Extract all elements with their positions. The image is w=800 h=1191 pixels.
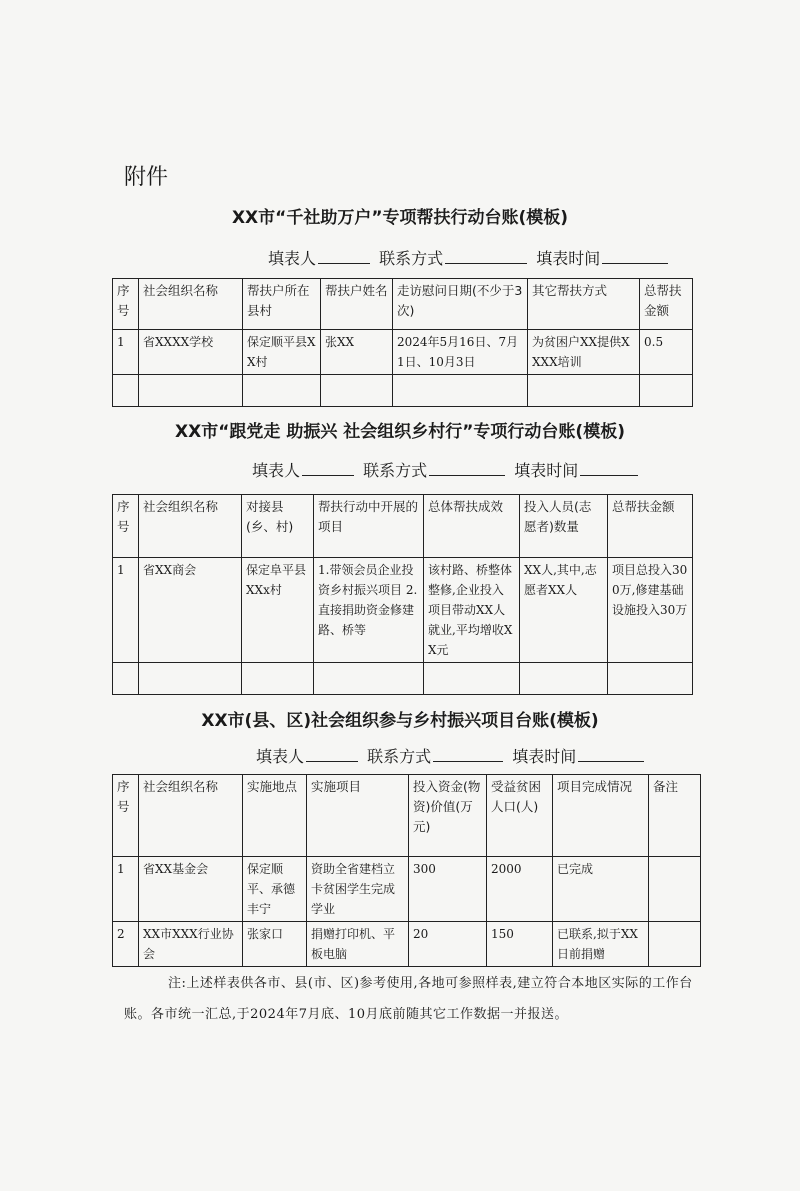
contact-blank: [445, 262, 527, 264]
table-cell: [113, 375, 139, 407]
table-row: [113, 330, 693, 375]
filler-blank: [302, 474, 354, 476]
table-cell: [424, 663, 520, 695]
contact-label: 联系方式: [367, 747, 432, 766]
table3-header-cell: 备注: [649, 775, 701, 857]
table1-header-row: [113, 279, 693, 330]
table-cell: 1: [113, 330, 139, 375]
table1-header-cell: 社会组织名称: [139, 279, 243, 330]
contact-label: 联系方式: [363, 461, 428, 480]
table-cell: [139, 663, 242, 695]
table-cell: 300: [409, 857, 487, 922]
table-cell: [393, 375, 528, 407]
table1-header-cell: 走访慰问日期(不少于3次): [393, 279, 528, 330]
fill-time-label: 填表时间: [536, 249, 601, 268]
contact-blank: [433, 760, 503, 762]
table3-header-cell: 实施地点: [243, 775, 307, 857]
table1-fill-line: [268, 246, 672, 269]
table2-header-cell: 序号: [113, 495, 139, 558]
table2-header-row: [113, 495, 693, 558]
attachment-label: 附件: [124, 165, 169, 190]
table-cell: [649, 922, 701, 967]
table-cell: XX市XXX行业协会: [139, 922, 243, 967]
table3-header-cell: 序号: [113, 775, 139, 857]
table-cell: 2024年5月16日、7月1日、10月3日: [393, 330, 528, 375]
table-cell: 项目总投入300万,修建基础设施投入30万: [608, 558, 693, 663]
table-cell: 捐赠打印机、平板电脑: [307, 922, 409, 967]
table-cell: [139, 375, 243, 407]
table3-header-cell: 投入资金(物资)价值(万元): [409, 775, 487, 857]
table-cell: 保定顺平、承德丰宁: [243, 857, 307, 922]
table-cell: 0.5: [640, 330, 693, 375]
table-row: [113, 922, 701, 967]
table-cell: 保定阜平县XXx村: [242, 558, 314, 663]
table-cell: 张家口: [243, 922, 307, 967]
table-cell: 已完成: [553, 857, 649, 922]
table2-header-cell: 投入人员(志愿者)数量: [520, 495, 608, 558]
table-cell: 1.带领会员企业投资乡村振兴项目 2.直接捐助资金修建路、桥等: [314, 558, 424, 663]
fill-time-label: 填表时间: [514, 461, 579, 480]
fill-time-blank: [578, 760, 644, 762]
contact-label: 联系方式: [379, 249, 444, 268]
table2-fill-line: [252, 458, 642, 481]
table-cell: [321, 375, 393, 407]
table-cell: 省XXXX学校: [139, 330, 243, 375]
table2-header-cell: 社会组织名称: [139, 495, 242, 558]
fill-time-blank: [602, 262, 668, 264]
table-cell: [649, 857, 701, 922]
table-cell: [520, 663, 608, 695]
table3-fill-line: [256, 744, 648, 767]
table-cell: [242, 663, 314, 695]
table3-header-cell: 实施项目: [307, 775, 409, 857]
table-cell: [608, 663, 693, 695]
table-cell: 保定顺平县XX村: [243, 330, 321, 375]
table-cell: 2000: [487, 857, 553, 922]
table2-title: XX市“跟党走 助振兴 社会组织乡村行”专项行动台账(模板): [175, 422, 625, 442]
table-cell: 省XX基金会: [139, 857, 243, 922]
table3: [112, 774, 701, 967]
table-cell: 省XX商会: [139, 558, 242, 663]
table3-header-row: [113, 775, 701, 857]
table-cell: 已联系,拟于XX日前捐赠: [553, 922, 649, 967]
table3-header-cell: 社会组织名称: [139, 775, 243, 857]
fill-time-blank: [580, 474, 638, 476]
table-cell: 资助全省建档立卡贫困学生完成学业: [307, 857, 409, 922]
table-cell: 20: [409, 922, 487, 967]
table2-header-cell: 总帮扶金额: [608, 495, 693, 558]
table-row: [113, 663, 693, 695]
table-row: [113, 375, 693, 407]
table-cell: [314, 663, 424, 695]
contact-blank: [429, 474, 505, 476]
table1-header-cell: 其它帮扶方式: [528, 279, 640, 330]
fill-time-label: 填表时间: [512, 747, 577, 766]
table1-header-cell: 帮扶户所在县村: [243, 279, 321, 330]
table-row: [113, 857, 701, 922]
table2-header-cell: 帮扶行动中开展的项目: [314, 495, 424, 558]
footnote: 注:上述样表供各市、县(市、区)参考使用,各地可参照样表,建立符合本地区实际的工作台账。各市统一汇总,于2024年7月底、10月底前随其它工作数据一并报送。: [124, 976, 693, 1022]
table3-title: XX市(县、区)社会组织参与乡村振兴项目台账(模板): [201, 711, 599, 731]
filler-blank: [318, 262, 370, 264]
table1-header-cell: 总帮扶金额: [640, 279, 693, 330]
table-cell: [243, 375, 321, 407]
table-cell: [113, 663, 139, 695]
table-cell: [528, 375, 640, 407]
table-cell: [640, 375, 693, 407]
table2-header-cell: 总体帮扶成效: [424, 495, 520, 558]
filler-label: 填表人: [256, 747, 305, 766]
table3-header-cell: 项目完成情况: [553, 775, 649, 857]
table-cell: 该村路、桥整体整修,企业投入项目带动XX人就业,平均增收XX元: [424, 558, 520, 663]
filler-label: 填表人: [268, 249, 317, 268]
table-cell: 150: [487, 922, 553, 967]
table1-header-cell: 序号: [113, 279, 139, 330]
filler-label: 填表人: [252, 461, 301, 480]
table2-header-cell: 对接县(乡、村): [242, 495, 314, 558]
table2: [112, 494, 693, 695]
filler-blank: [306, 760, 358, 762]
table-cell: 2: [113, 922, 139, 967]
table-cell: XX人,其中,志愿者XX人: [520, 558, 608, 663]
table-cell: 1: [113, 857, 139, 922]
table-cell: 张XX: [321, 330, 393, 375]
table3-header-cell: 受益贫困人口(人): [487, 775, 553, 857]
table-cell: 为贫困户XX提供XXXX培训: [528, 330, 640, 375]
table-cell: 1: [113, 558, 139, 663]
table1-header-cell: 帮扶户姓名: [321, 279, 393, 330]
table-row: [113, 558, 693, 663]
table1: [112, 278, 693, 407]
table1-title: XX市“千社助万户”专项帮扶行动台账(模板): [231, 208, 569, 228]
